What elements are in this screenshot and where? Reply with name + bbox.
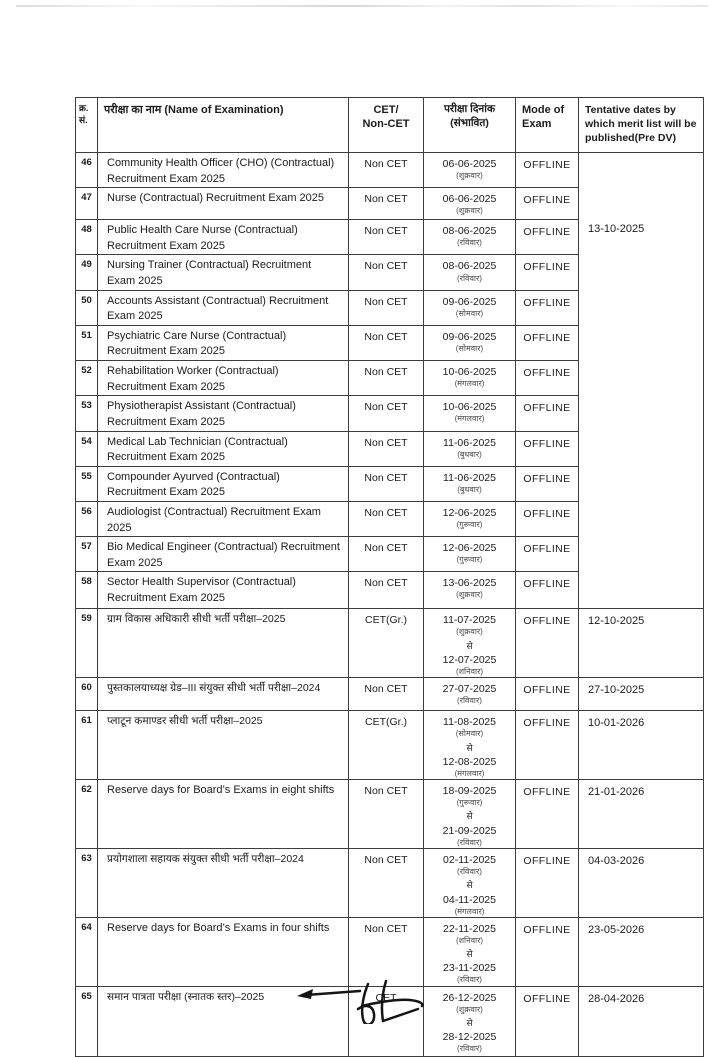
exam-schedule-table <box>75 97 704 1057</box>
cet-category-cell: CET <box>349 986 424 1056</box>
exam-mode-cell: OFFLINE <box>516 609 579 678</box>
exam-date-cell <box>424 780 516 849</box>
exam-date-cell <box>424 917 516 986</box>
scan-artifact-line <box>16 5 708 7</box>
serial-header-line1: क्र. <box>79 103 89 113</box>
merit-date-cell: 21-01-2026 <box>579 780 704 849</box>
exam-date-value: 21-09-2025 <box>442 824 497 837</box>
exam-date-cell <box>424 220 516 255</box>
table-row <box>76 609 704 678</box>
column-header-exam-date <box>424 98 516 153</box>
exam-date-cell <box>424 848 516 917</box>
exam-date-cell <box>424 609 516 678</box>
exam-mode-cell: OFFLINE <box>516 848 579 917</box>
table-row <box>76 780 704 849</box>
exam-serial-cell: 56 <box>76 501 98 536</box>
exam-name-cell: Community Health Officer (CHO) (Contractual) Recruitment Exam 2025 <box>98 153 349 188</box>
exam-date-value: 09-06-2025 <box>442 295 497 308</box>
table-row <box>76 678 704 711</box>
exam-name-cell: ग्राम विकास अधिकारी सीधी भर्ती परीक्षा–2025 <box>98 609 349 678</box>
exam-date-weekday: (बुधवार) <box>457 484 482 494</box>
exam-serial-cell: 55 <box>76 466 98 501</box>
exam-date-weekday: (शुक्रवार) <box>456 627 483 637</box>
exam-name-cell: Bio Medical Engineer (Contractual) Recruitment Exam 2025 <box>98 537 349 572</box>
exam-schedule-rows <box>76 153 704 1057</box>
cet-category-cell: CET(Gr.) <box>349 609 424 678</box>
exam-name-cell: Nursing Trainer (Contractual) Recruitment Exam 2025 <box>98 255 349 290</box>
exam-date-value: 10-06-2025 <box>442 366 497 379</box>
exam-mode-cell: OFFLINE <box>516 572 579 609</box>
cet-category-cell: Non CET <box>349 188 424 220</box>
exam-name-header-hindi: परीक्षा का नाम <box>104 104 162 116</box>
merit-date-cell: 10-01-2026 <box>579 711 704 780</box>
exam-serial-cell: 52 <box>76 361 98 396</box>
exam-date-cell <box>424 501 516 536</box>
exam-name-cell: समान पात्रता परीक्षा (स्नातक स्तर)–2025 <box>98 986 349 1056</box>
exam-serial-cell: 59 <box>76 609 98 678</box>
exam-name-cell: Reserve days for Board’s Exams in eight shifts <box>98 780 349 849</box>
exam-mode-cell: OFFLINE <box>516 290 579 325</box>
exam-date-weekday: (शुक्रवार) <box>456 590 483 600</box>
exam-serial-cell: 65 <box>76 986 98 1056</box>
exam-mode-cell: OFFLINE <box>516 917 579 986</box>
merit-date-cell: 04-03-2026 <box>579 848 704 917</box>
cet-category-cell: Non CET <box>349 780 424 849</box>
cet-category-cell: Non CET <box>349 678 424 711</box>
exam-mode-cell: OFFLINE <box>516 220 579 255</box>
exam-date-weekday: (रविवार) <box>457 1044 482 1054</box>
exam-date-weekday: (मंगलवार) <box>454 768 485 778</box>
exam-date-weekday: (सोमवार) <box>455 343 484 353</box>
exam-date-cell <box>424 153 516 188</box>
exam-serial-cell: 64 <box>76 917 98 986</box>
exam-serial-cell: 47 <box>76 188 98 220</box>
exam-serial-cell: 60 <box>76 678 98 711</box>
exam-date-cell <box>424 255 516 290</box>
table-row <box>76 153 704 188</box>
exam-mode-cell: OFFLINE <box>516 188 579 220</box>
exam-mode-cell: OFFLINE <box>516 255 579 290</box>
exam-date-cell <box>424 431 516 466</box>
column-header-serial <box>76 98 98 153</box>
exam-mode-cell: OFFLINE <box>516 361 579 396</box>
exam-mode-cell: OFFLINE <box>516 466 579 501</box>
exam-date-cell <box>424 188 516 220</box>
exam-serial-cell: 51 <box>76 325 98 360</box>
signature-scribble <box>296 978 446 1024</box>
exam-date-cell <box>424 711 516 780</box>
exam-name-cell: Nurse (Contractual) Recruitment Exam 2025 <box>98 188 349 220</box>
exam-serial-cell: 49 <box>76 255 98 290</box>
column-header-mode: Mode of Exam <box>516 98 579 153</box>
exam-serial-cell: 48 <box>76 220 98 255</box>
exam-name-cell: Psychiatric Care Nurse (Contractual) Recruitment Exam 2025 <box>98 325 349 360</box>
serial-header-line2: सं. <box>79 115 88 126</box>
exam-date-weekday: (गुरूवार) <box>456 798 483 808</box>
exam-date-cell <box>424 537 516 572</box>
exam-date-value: 11-08-2025 <box>443 716 496 729</box>
date-range-separator: से <box>466 880 473 891</box>
exam-mode-cell: OFFLINE <box>516 325 579 360</box>
exam-date-value: 08-06-2025 <box>442 225 497 238</box>
column-header-exam-name <box>98 98 349 153</box>
cet-category-cell: Non CET <box>349 537 424 572</box>
exam-date-weekday: (मंगलवार) <box>454 906 485 916</box>
exam-date-cell <box>424 325 516 360</box>
exam-date-value: 13-06-2025 <box>442 577 497 590</box>
cet-category-cell: Non CET <box>349 255 424 290</box>
exam-date-value: 23-11-2025 <box>443 962 496 975</box>
cet-category-cell: Non CET <box>349 220 424 255</box>
exam-date-weekday: (रविवार) <box>457 238 482 248</box>
exam-date-cell <box>424 678 516 711</box>
date-range-separator: से <box>466 742 473 753</box>
exam-mode-cell: OFFLINE <box>516 678 579 711</box>
exam-date-value: 12-07-2025 <box>442 654 497 666</box>
date-range-separator: से <box>466 811 473 822</box>
exam-date-weekday: (रविवार) <box>457 696 482 706</box>
exam-date-weekday: (शनिवार) <box>455 667 484 677</box>
exam-date-value: 08-06-2025 <box>442 260 497 273</box>
exam-date-value: 06-06-2025 <box>442 193 497 206</box>
exam-serial-cell: 46 <box>76 153 98 188</box>
exam-date-weekday: (बुधवार) <box>457 449 482 459</box>
exam-date-cell <box>424 361 516 396</box>
exam-date-value: 18-09-2025 <box>442 785 497 798</box>
exam-date-value: 22-11-2025 <box>443 922 496 935</box>
exam-mode-cell: OFFLINE <box>516 711 579 780</box>
cet-category-cell: Non CET <box>349 431 424 466</box>
date-range-separator: से <box>466 1017 473 1028</box>
exam-mode-cell: OFFLINE <box>516 780 579 849</box>
exam-serial-cell: 54 <box>76 431 98 466</box>
date-header-line2: (संभावित) <box>450 116 489 129</box>
cet-header-line1: CET/ <box>373 104 399 116</box>
exam-name-cell: Reserve days for Board’s Exams in four shifts <box>98 917 349 986</box>
table-row <box>76 848 704 917</box>
exam-mode-cell: OFFLINE <box>516 986 579 1056</box>
cet-category-cell: Non CET <box>349 917 424 986</box>
cet-category-cell: Non CET <box>349 290 424 325</box>
column-header-merit-date: Tentative dates by which merit list will be published(Pre DV) <box>579 98 704 153</box>
cet-category-cell: Non CET <box>349 153 424 188</box>
exam-date-value: 12-06-2025 <box>442 506 497 519</box>
exam-date-value: 10-06-2025 <box>442 401 497 414</box>
cet-category-cell: Non CET <box>349 361 424 396</box>
exam-name-header-english: (Name of Examination) <box>164 104 284 116</box>
exam-date-value: 11-06-2025 <box>443 471 496 484</box>
exam-date-cell <box>424 572 516 609</box>
exam-date-weekday: (मंगलवार) <box>454 414 485 424</box>
exam-date-weekday: (रविवार) <box>457 867 482 876</box>
exam-date-value: 27-07-2025 <box>442 683 497 696</box>
exam-date-weekday: (शुक्रवार) <box>456 171 483 181</box>
exam-serial-cell: 53 <box>76 396 98 431</box>
exam-serial-cell: 63 <box>76 848 98 917</box>
exam-name-cell: Audiologist (Contractual) Recruitment Exam 2025 <box>98 501 349 536</box>
exam-serial-cell: 61 <box>76 711 98 780</box>
exam-date-cell <box>424 290 516 325</box>
cet-category-cell: CET(Gr.) <box>349 711 424 780</box>
cet-category-cell: Non CET <box>349 501 424 536</box>
exam-name-cell: Compounder Ayurved (Contractual) Recruitment Exam 2025 <box>98 466 349 501</box>
exam-date-weekday: (गुरूवार) <box>456 555 483 565</box>
exam-serial-cell: 62 <box>76 780 98 849</box>
exam-name-cell: Public Health Care Nurse (Contractual) Recruitment Exam 2025 <box>98 220 349 255</box>
exam-date-weekday: (रविवार) <box>457 273 482 283</box>
exam-date-value: 06-06-2025 <box>442 158 497 170</box>
exam-name-cell: पुस्तकालयाध्यक्ष ग्रेड–III संयुक्त सीधी भर्ती परीक्षा–2024 <box>98 678 349 711</box>
exam-name-cell: Sector Health Supervisor (Contractual) Recruitment Exam 2025 <box>98 572 349 609</box>
exam-date-value: 11-07-2025 <box>443 614 496 627</box>
exam-date-value: 26-12-2025 <box>442 991 497 1004</box>
merit-date-cell-merged: 13-10-2025 <box>579 153 704 609</box>
exam-date-weekday: (सोमवार) <box>455 308 484 318</box>
exam-name-cell: Rehabilitation Worker (Contractual) Recruitment Exam 2025 <box>98 361 349 396</box>
table-row <box>76 711 704 780</box>
table-header-row <box>76 98 704 153</box>
exam-name-cell: प्रयोगशाला सहायक संयुक्त सीधी भर्ती परीक्षा–2024 <box>98 848 349 917</box>
exam-serial-cell: 50 <box>76 290 98 325</box>
exam-date-weekday: (शुक्रवार) <box>456 1004 483 1014</box>
exam-date-weekday: (शनिवार) <box>455 935 484 945</box>
column-header-cet <box>349 98 424 153</box>
cet-category-cell: Non CET <box>349 572 424 609</box>
exam-name-cell: Accounts Assistant (Contractual) Recruitment Exam 2025 <box>98 290 349 325</box>
exam-date-weekday: (मंगलवार) <box>454 379 485 389</box>
cet-category-cell: Non CET <box>349 325 424 360</box>
exam-mode-cell: OFFLINE <box>516 396 579 431</box>
exam-mode-cell: OFFLINE <box>516 501 579 536</box>
exam-date-value: 12-06-2025 <box>442 542 497 555</box>
exam-date-value: 02-11-2025 <box>443 853 496 866</box>
exam-date-cell <box>424 396 516 431</box>
exam-date-value: 09-06-2025 <box>442 330 497 343</box>
exam-serial-cell: 57 <box>76 537 98 572</box>
exam-date-weekday: (शुक्रवार) <box>456 206 483 216</box>
exam-date-weekday: (सोमवार) <box>455 729 484 739</box>
cet-category-cell: Non CET <box>349 466 424 501</box>
merit-date-cell: 27-10-2025 <box>579 678 704 711</box>
exam-date-cell <box>424 466 516 501</box>
exam-date-weekday: (गुरूवार) <box>456 520 483 530</box>
cet-category-cell: Non CET <box>349 848 424 917</box>
exam-date-value: 12-08-2025 <box>442 755 497 768</box>
exam-date-weekday: (रविवार) <box>457 975 482 985</box>
exam-date-value: 04-11-2025 <box>443 893 496 906</box>
exam-date-value: 28-12-2025 <box>442 1031 497 1044</box>
merit-date-cell: 12-10-2025 <box>579 609 704 678</box>
table-row <box>76 917 704 986</box>
date-header-line1: परीक्षा दिनांक <box>443 103 496 115</box>
merit-date-cell: 28-04-2026 <box>579 986 704 1056</box>
exam-date-value: 11-06-2025 <box>443 436 496 449</box>
merit-date-cell: 23-05-2026 <box>579 917 704 986</box>
exam-name-cell: Physiotherapist Assistant (Contractual) Recruitment Exam 2025 <box>98 396 349 431</box>
cet-category-cell: Non CET <box>349 396 424 431</box>
exam-mode-cell: OFFLINE <box>516 431 579 466</box>
exam-mode-cell: OFFLINE <box>516 153 579 188</box>
exam-name-cell: प्लाटून कमाण्डर सीधी भर्ती परीक्षा–2025 <box>98 711 349 780</box>
exam-serial-cell: 58 <box>76 572 98 609</box>
date-range-separator: से <box>466 949 473 960</box>
exam-name-cell: Medical Lab Technician (Contractual) Recruitment Exam 2025 <box>98 431 349 466</box>
date-range-separator: से <box>466 640 473 651</box>
exam-mode-cell: OFFLINE <box>516 537 579 572</box>
exam-date-weekday: (रविवार) <box>457 837 482 847</box>
cet-header-line2: Non-CET <box>362 118 410 131</box>
